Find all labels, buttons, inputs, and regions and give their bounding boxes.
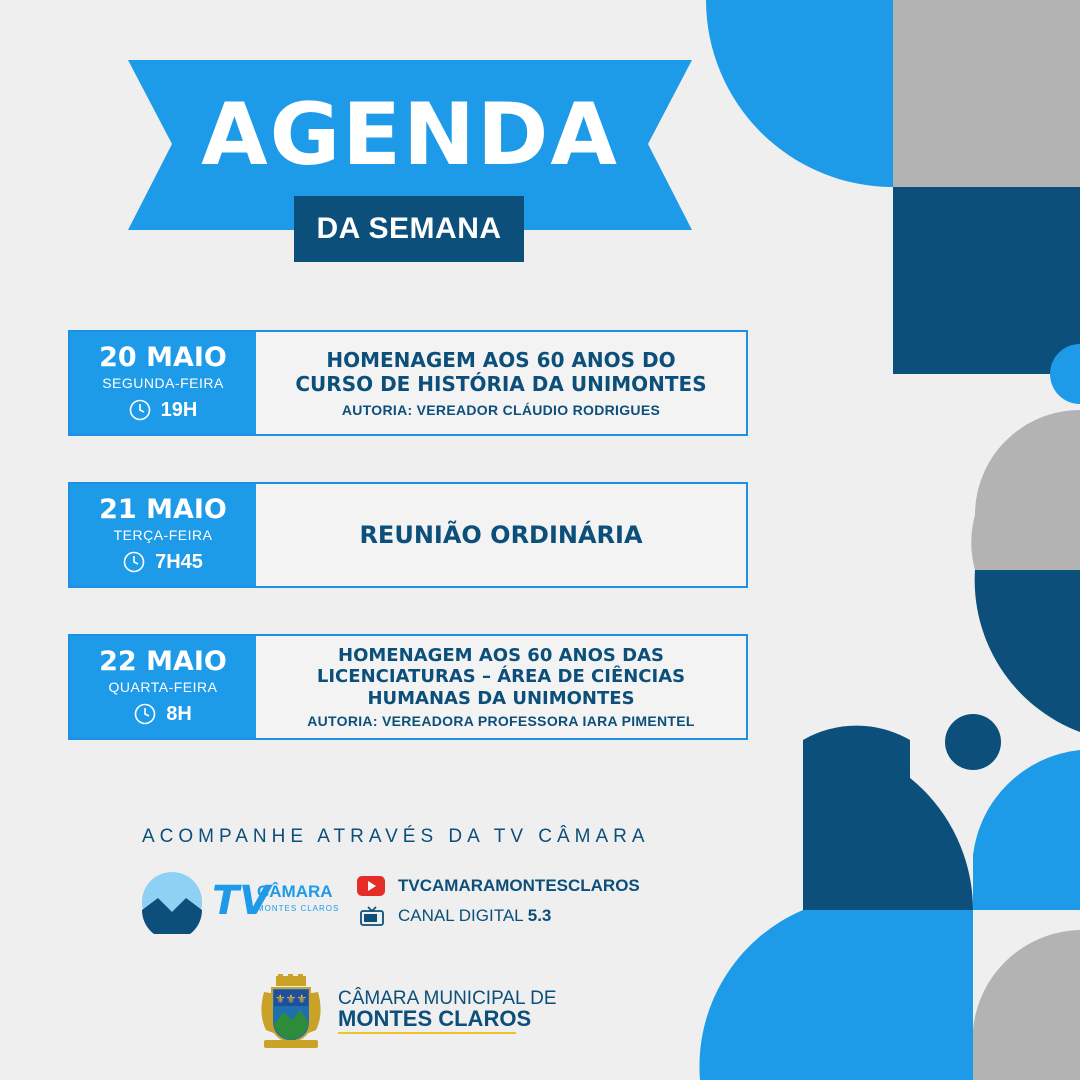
institution-underline [338, 1032, 516, 1034]
event-title: HOMENAGEM AOS 60 ANOS DAS LICENCIATURAS – ÁREA DE CIÊNCIAS HUMANAS DA UNIMONTES [316, 644, 686, 709]
event-day: 20 MAIO [99, 342, 227, 374]
event-weekday: TERÇA-FEIRA [113, 526, 213, 543]
tv-logo-camara: CÂMARA [257, 882, 333, 901]
event-author: AUTORIA: VEREADOR CLÁUDIO RODRIGUES [341, 402, 661, 418]
institution-line1: CÂMARA MUNICIPAL DE [338, 988, 557, 1009]
channel-label: CANAL DIGITAL [398, 906, 528, 925]
event-card [68, 634, 748, 740]
clock-icon [134, 703, 156, 725]
event-info [256, 332, 746, 434]
follow-text: ACOMPANHE ATRAVÉS DA TV CÂMARA [142, 826, 650, 847]
event-info [256, 484, 746, 586]
tv-icon [360, 905, 384, 927]
event-weekday: SEGUNDA-FEIRA [102, 374, 224, 391]
coat-of-arms-icon [256, 974, 326, 1052]
event-time [134, 703, 192, 726]
event-time-text: 8H [166, 702, 192, 725]
event-day: 21 MAIO [99, 494, 227, 526]
youtube-icon [357, 876, 385, 896]
event-info [256, 636, 746, 738]
event-title: REUNIÃO ORDINÁRIA [359, 520, 643, 549]
event-day: 22 MAIO [99, 646, 227, 678]
clock-icon [129, 399, 151, 421]
event-card [68, 482, 748, 588]
channel-info [398, 906, 551, 926]
event-date-block [70, 484, 256, 586]
tv-logo-tv: TV [212, 878, 271, 924]
svg-text:⚜⚜⚜: ⚜⚜⚜ [274, 992, 308, 1006]
page-subtitle: DA SEMANA [294, 196, 524, 262]
event-card [68, 330, 748, 436]
event-time [129, 399, 198, 422]
event-date-block [70, 332, 256, 434]
youtube-handle[interactable]: TVCAMARAMONTESCLAROS [398, 876, 640, 895]
page-title: AGENDA [201, 85, 619, 185]
tv-camara-logo-icon [140, 870, 204, 934]
event-time [123, 551, 203, 574]
event-author: AUTORIA: VEREADORA PROFESSORA IARA PIMENTEL [307, 713, 695, 730]
institution-line2: MONTES CLAROS [338, 1006, 532, 1031]
event-time-text: 7H45 [155, 550, 203, 573]
event-title: HOMENAGEM AOS 60 ANOS DO CURSO DE HISTÓRIA DA UNIMONTES [295, 348, 707, 396]
tv-logo-city: MONTES CLAROS [257, 904, 340, 913]
event-weekday: QUARTA-FEIRA [108, 678, 218, 695]
channel-number: 5.3 [527, 906, 552, 925]
event-date-block [70, 636, 256, 738]
clock-icon [123, 551, 145, 573]
event-time-text: 19H [160, 398, 198, 421]
